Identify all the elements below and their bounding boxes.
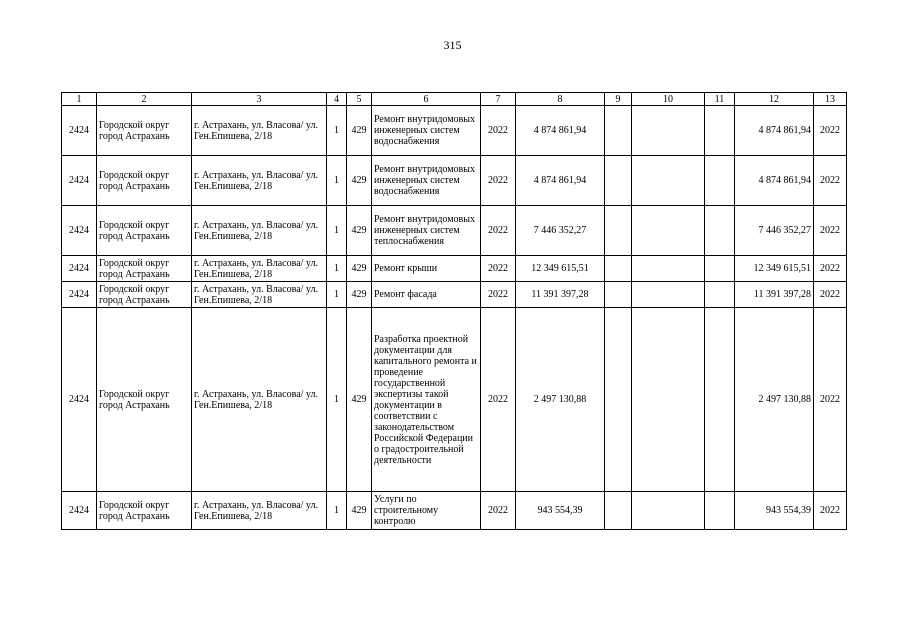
- cell-col10: [632, 206, 705, 256]
- cell-total: 2 497 130,88: [735, 308, 814, 492]
- cell-col5: 429: [347, 256, 372, 282]
- column-header: 12: [735, 93, 814, 106]
- cell-work-type: Разработка проектной документации для капитального ремонта и проведение государственной экспертизы такой документации в соответствии с законодательством Российской Федерации о градостроительной деятельности: [372, 308, 481, 492]
- cell-municipality: Городской округ город Астрахань: [97, 308, 192, 492]
- cell-col11: [705, 256, 735, 282]
- cell-address: г. Астрахань, ул. Власова/ ул. Ген.Епишева, 2/18: [192, 308, 327, 492]
- cell-col11: [705, 106, 735, 156]
- cell-col10: [632, 492, 705, 530]
- column-header: 2: [97, 93, 192, 106]
- cell-col5: 429: [347, 492, 372, 530]
- cell-col9: [605, 156, 632, 206]
- cell-col4: 1: [327, 156, 347, 206]
- cell-cost: 2 497 130,88: [516, 308, 605, 492]
- cell-cost: 4 874 861,94: [516, 156, 605, 206]
- cell-col9: [605, 492, 632, 530]
- cell-region-code: 2424: [62, 492, 97, 530]
- cell-period: 2022: [814, 106, 847, 156]
- cell-total: 7 446 352,27: [735, 206, 814, 256]
- cell-cost: 943 554,39: [516, 492, 605, 530]
- cell-col11: [705, 206, 735, 256]
- column-header: 8: [516, 93, 605, 106]
- cell-municipality: Городской округ город Астрахань: [97, 106, 192, 156]
- cell-col9: [605, 308, 632, 492]
- cell-work-type: Ремонт внутридомовых инженерных систем теплоснабжения: [372, 206, 481, 256]
- cell-address: г. Астрахань, ул. Власова/ ул. Ген.Епишева, 2/18: [192, 206, 327, 256]
- cell-region-code: 2424: [62, 106, 97, 156]
- cell-address: г. Астрахань, ул. Власова/ ул. Ген.Епишева, 2/18: [192, 156, 327, 206]
- cell-period: 2022: [814, 206, 847, 256]
- registry-table: [61, 92, 847, 530]
- cell-region-code: 2424: [62, 308, 97, 492]
- cell-col4: 1: [327, 492, 347, 530]
- cell-year: 2022: [481, 106, 516, 156]
- cell-col4: 1: [327, 206, 347, 256]
- column-header: 10: [632, 93, 705, 106]
- page-number: 315: [443, 38, 462, 52]
- cell-municipality: Городской округ город Астрахань: [97, 492, 192, 530]
- cell-work-type: Ремонт крыши: [372, 256, 481, 282]
- cell-col10: [632, 156, 705, 206]
- cell-municipality: Городской округ город Астрахань: [97, 282, 192, 308]
- column-header: 3: [192, 93, 327, 106]
- table-row: [62, 282, 847, 308]
- table-row: [62, 106, 847, 156]
- cell-col10: [632, 308, 705, 492]
- cell-region-code: 2424: [62, 206, 97, 256]
- cell-period: 2022: [814, 492, 847, 530]
- header-row: [62, 93, 847, 106]
- cell-col11: [705, 308, 735, 492]
- table-row: [62, 156, 847, 206]
- cell-year: 2022: [481, 156, 516, 206]
- column-header: 1: [62, 93, 97, 106]
- column-header: 9: [605, 93, 632, 106]
- cell-region-code: 2424: [62, 282, 97, 308]
- cell-municipality: Городской округ город Астрахань: [97, 206, 192, 256]
- cell-total: 11 391 397,28: [735, 282, 814, 308]
- cell-period: 2022: [814, 256, 847, 282]
- cell-col10: [632, 256, 705, 282]
- cell-col11: [705, 282, 735, 308]
- cell-address: г. Астрахань, ул. Власова/ ул. Ген.Епишева, 2/18: [192, 492, 327, 530]
- cell-col11: [705, 492, 735, 530]
- cell-year: 2022: [481, 256, 516, 282]
- table-row: [62, 256, 847, 282]
- table-row: [62, 308, 847, 492]
- cell-col5: 429: [347, 156, 372, 206]
- cell-region-code: 2424: [62, 156, 97, 206]
- cell-col5: 429: [347, 106, 372, 156]
- column-header: 11: [705, 93, 735, 106]
- cell-address: г. Астрахань, ул. Власова/ ул. Ген.Епишева, 2/18: [192, 256, 327, 282]
- cell-col9: [605, 256, 632, 282]
- cell-period: 2022: [814, 282, 847, 308]
- cell-col4: 1: [327, 308, 347, 492]
- cell-col11: [705, 156, 735, 206]
- cell-year: 2022: [481, 206, 516, 256]
- cell-col4: 1: [327, 256, 347, 282]
- cell-cost: 4 874 861,94: [516, 106, 605, 156]
- cell-municipality: Городской округ город Астрахань: [97, 256, 192, 282]
- cell-cost: 7 446 352,27: [516, 206, 605, 256]
- cell-work-type: Ремонт внутридомовых инженерных систем водоснабжения: [372, 106, 481, 156]
- cell-work-type: Ремонт фасада: [372, 282, 481, 308]
- cell-col10: [632, 106, 705, 156]
- column-header: 5: [347, 93, 372, 106]
- cell-col4: 1: [327, 282, 347, 308]
- cell-col4: 1: [327, 106, 347, 156]
- cell-col5: 429: [347, 206, 372, 256]
- column-header: 13: [814, 93, 847, 106]
- cell-cost: 11 391 397,28: [516, 282, 605, 308]
- cell-year: 2022: [481, 492, 516, 530]
- cell-period: 2022: [814, 156, 847, 206]
- cell-address: г. Астрахань, ул. Власова/ ул. Ген.Епишева, 2/18: [192, 282, 327, 308]
- cell-year: 2022: [481, 308, 516, 492]
- cell-col9: [605, 282, 632, 308]
- cell-col9: [605, 106, 632, 156]
- cell-col10: [632, 282, 705, 308]
- cell-address: г. Астрахань, ул. Власова/ ул. Ген.Епишева, 2/18: [192, 106, 327, 156]
- table-row: [62, 206, 847, 256]
- cell-total: 943 554,39: [735, 492, 814, 530]
- cell-work-type: Услуги по строительному контролю: [372, 492, 481, 530]
- cell-period: 2022: [814, 308, 847, 492]
- cell-col5: 429: [347, 308, 372, 492]
- column-header: 4: [327, 93, 347, 106]
- cell-total: 4 874 861,94: [735, 156, 814, 206]
- cell-total: 12 349 615,51: [735, 256, 814, 282]
- cell-total: 4 874 861,94: [735, 106, 814, 156]
- table-row: [62, 492, 847, 530]
- cell-region-code: 2424: [62, 256, 97, 282]
- cell-work-type: Ремонт внутридомовых инженерных систем водоснабжения: [372, 156, 481, 206]
- cell-municipality: Городской округ город Астрахань: [97, 156, 192, 206]
- cell-cost: 12 349 615,51: [516, 256, 605, 282]
- column-header: 6: [372, 93, 481, 106]
- cell-col5: 429: [347, 282, 372, 308]
- cell-col9: [605, 206, 632, 256]
- column-header: 7: [481, 93, 516, 106]
- cell-year: 2022: [481, 282, 516, 308]
